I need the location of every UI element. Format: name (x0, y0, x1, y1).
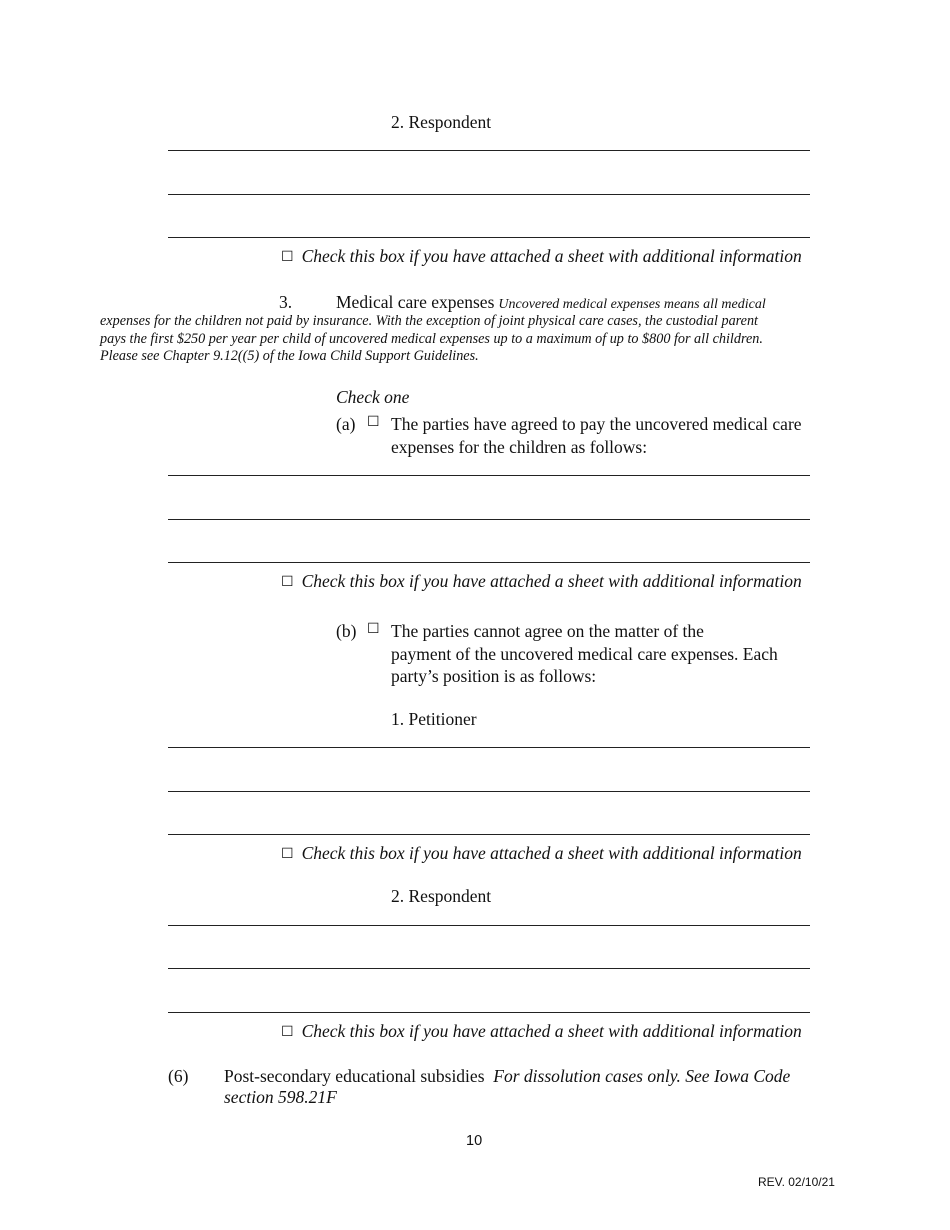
answer-line[interactable] (168, 562, 810, 563)
attached-sheet-row (281, 843, 802, 864)
option-b-checkbox[interactable]: ☐ (367, 621, 380, 637)
answer-line[interactable] (168, 747, 810, 748)
answer-line[interactable] (168, 194, 810, 195)
option-a-label: (a) (336, 414, 356, 434)
revision-date: REV. 02/10/21 (758, 1175, 835, 1189)
medical-note-paragraph (100, 313, 840, 366)
medical-note-line: expenses for the children not paid by insurance. With the exception of joint physical care cases, the custodial parent (100, 313, 758, 329)
petitioner-label: 1. Petitioner (391, 709, 477, 729)
checkbox[interactable]: ☐ (281, 1024, 294, 1040)
respondent-label: 2. Respondent (391, 886, 492, 906)
checkbox[interactable]: ☐ (281, 846, 294, 862)
option-a-text-line: expenses for the children as follows: (391, 437, 648, 457)
section6-number: (6) (168, 1066, 189, 1086)
medical-note-line: Please see Chapter 9.12((5) of the Iowa Child Support Guidelines. (100, 348, 479, 365)
medical-heading (336, 292, 766, 313)
section6-heading (224, 1066, 790, 1087)
answer-line[interactable] (168, 968, 810, 969)
section6-note: For dissolution cases only. See Iowa Code (493, 1066, 791, 1086)
answer-line[interactable] (168, 791, 810, 792)
answer-line[interactable] (168, 925, 810, 926)
medical-title: Medical care expenses (336, 292, 495, 312)
checkbox[interactable]: ☐ (281, 574, 294, 590)
check-one-label: Check one (336, 387, 410, 407)
attached-sheet-note: Check this box if you have attached a sheet with additional information (301, 246, 802, 266)
option-b-text-line: party’s position is as follows: (391, 666, 597, 686)
attached-sheet-note: Check this box if you have attached a sheet with additional information (301, 1021, 802, 1041)
medical-note-line: pays the first $250 per year per child of uncovered medical expenses up to a maximum of up to $800 for all children. (100, 330, 763, 347)
respondent-label: 2. Respondent (391, 112, 492, 132)
attached-sheet-note: Check this box if you have attached a sheet with additional information (301, 843, 802, 863)
attached-sheet-row (281, 571, 802, 592)
attached-sheet-row (281, 1021, 802, 1042)
answer-line[interactable] (168, 834, 810, 835)
attached-sheet-row (281, 246, 802, 267)
option-b-text-line: payment of the uncovered medical care expenses. Each (391, 644, 778, 664)
answer-line[interactable] (168, 475, 810, 476)
answer-line[interactable] (168, 519, 810, 520)
medical-note-inline: Uncovered medical expenses means all medical (498, 297, 766, 312)
checkbox[interactable]: ☐ (281, 249, 294, 265)
option-a-text-line: The parties have agreed to pay the uncovered medical care (391, 414, 802, 434)
answer-line[interactable] (168, 150, 810, 151)
medical-section-number: 3. (279, 292, 293, 312)
section6-title: Post-secondary educational subsidies (224, 1066, 485, 1086)
attached-sheet-note: Check this box if you have attached a sheet with additional information (301, 571, 802, 591)
answer-line[interactable] (168, 237, 810, 238)
page-number: 10 (466, 1133, 483, 1149)
option-b-text-line: The parties cannot agree on the matter of the (391, 621, 704, 641)
section6-note-cont: section 598.21F (224, 1087, 337, 1107)
answer-line[interactable] (168, 1012, 810, 1013)
option-b-label: (b) (336, 621, 357, 641)
option-a-checkbox[interactable]: ☐ (367, 414, 380, 430)
